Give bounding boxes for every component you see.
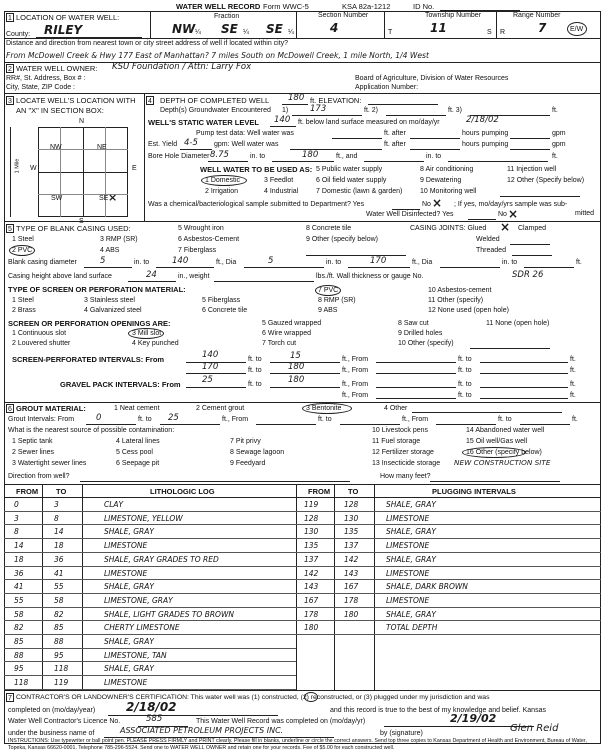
board-label: Board of Agriculture, Division of Water Resources (355, 75, 509, 82)
left-log-row-4-col-0: 18 (14, 554, 24, 564)
license-label: Water Well Contractor's Licence No. (8, 718, 121, 725)
county-label: County: (6, 31, 31, 38)
casing-height-value: 24 (146, 270, 157, 280)
grout-from-value: 0 (96, 413, 102, 423)
groundwater-1-value: 173 (310, 104, 327, 114)
right-log-row-8-col-2: SHALE, GRAY (386, 609, 436, 619)
left-log-row-10-col-1: 88 (54, 637, 64, 646)
left-log-row-11-col-2: LIMESTONE, TAN (104, 650, 167, 660)
fraction-3-value: SE (266, 22, 283, 36)
left-log-row-10-col-0: 85 (14, 637, 24, 646)
left-log-row-13-col-0: 118 (14, 678, 29, 688)
blank-depth-value: 140 (172, 256, 189, 266)
left-log-row-0-col-1: 3 (54, 500, 59, 509)
left-log-row-1-col-2: LIMESTONE, YELLOW (104, 513, 183, 523)
right-log-row-1-col-1: 130 (344, 513, 359, 523)
gravel-1-from: 25 (202, 375, 213, 385)
left-log-row-3-col-1: 18 (54, 541, 64, 551)
distance-label: Distance and direction from nearest town or city street address of well if located within city? (6, 40, 289, 47)
left-log-row-13-col-2: LIMESTONE (104, 678, 148, 688)
perf-1-from: 140 (202, 350, 219, 360)
casing-height-label: Casing height above land surface (8, 273, 112, 280)
casing-joints-label: CASING JOINTS: Glued (410, 225, 487, 232)
left-log-row-1-col-1: 8 (54, 513, 59, 523)
left-log-row-7-col-2: LIMESTONE, GRAY (104, 595, 173, 605)
section-3-number: 3 (6, 96, 14, 105)
left-log-row-3-col-2: LIMESTONE (104, 541, 148, 551)
left-log-row-6-col-2: SHALE, GRAY (104, 582, 154, 592)
left-log-row-2-col-1: 14 (54, 527, 64, 537)
section-1-title: LOCATION OF WATER WELL: (16, 13, 120, 22)
distance-value: From McDowell Creek & Hwy 177 East of Manhattan? 7 miles South on McDowell Creek, 1 mile North, 1/4 West (6, 51, 429, 60)
right-log-row-1-col-0: 128 (304, 513, 319, 523)
gravel-pack-label: GRAVEL PACK INTERVALS: From (60, 380, 181, 389)
township-label: Township Number (425, 12, 482, 19)
depth-value: 180 (288, 93, 305, 103)
right-log-row-6-col-1: 167 (344, 582, 359, 592)
ew-label: E/W (570, 26, 584, 33)
left-log-row-9-col-2: CHERTY LIMESTONE (104, 623, 180, 633)
right-log-row-4-col-0: 137 (304, 554, 319, 564)
right-log-row-9-col-2: TOTAL DEPTH (386, 623, 438, 633)
completed-value: 2/18/02 (126, 700, 177, 714)
left-log-row-line (4, 675, 296, 676)
left-log-row-4-col-2: SHALE, GRAY GRADES TO RED (104, 554, 219, 564)
right-log-row-9-col-0: 180 (304, 623, 319, 633)
owner-value: KSU Foundation / Attn: Larry Fox (112, 62, 252, 72)
section-5-number: 5 (6, 224, 14, 233)
right-log-row-2-col-2: SHALE, GRAY (386, 527, 436, 537)
right-log-row-4-col-2: SHALE, GRAY (386, 554, 436, 564)
left-log-row-6-col-0: 41 (14, 582, 24, 592)
left-log-row-5-col-0: 36 (14, 568, 24, 578)
pump-test-label: Pump test data: Well water was (196, 130, 294, 137)
left-log-row-3-col-0: 14 (14, 541, 24, 551)
right-log-row-8-col-0: 178 (304, 609, 319, 619)
gravel-1-to: 180 (288, 375, 305, 385)
left-log-row-0-col-0: 0 (14, 500, 19, 509)
left-log-row-line (4, 538, 296, 539)
water-use-label: WELL WATER TO BE USED AS: (200, 165, 313, 174)
right-log-row-5-col-1: 143 (344, 568, 359, 578)
bore-diameter-label: Bore Hole Diameter (148, 153, 210, 160)
left-log-row-7-col-1: 58 (54, 595, 64, 605)
left-log-row-10-col-2: SHALE, GRAY (104, 637, 154, 646)
est-yield-label: Est. Yield (148, 141, 178, 148)
left-log-row-6-col-1: 55 (54, 582, 64, 592)
direction-label: Direction from well? (8, 473, 70, 480)
range-value: 7 (538, 21, 547, 35)
blank-depth-2-value: 170 (370, 256, 387, 266)
right-log-row-7-col-2: LIMESTONE (386, 595, 430, 605)
form-title: WATER WELL RECORD (176, 2, 261, 11)
openings-label: SCREEN OR PERFORATION OPENINGS ARE: (8, 319, 171, 328)
chemical-sample-no-mark: × (432, 196, 443, 210)
right-log-row-5-col-2: LIMESTONE (386, 568, 430, 578)
left-log-row-8-col-1: 82 (54, 609, 64, 619)
right-log-row-3-col-2: LIMESTONE (386, 541, 430, 551)
depth-label: DEPTH OF COMPLETED WELL (160, 96, 270, 105)
right-log-row-4-col-1: 142 (344, 554, 359, 564)
right-log-row-0-col-0: 119 (304, 500, 319, 509)
blank-diameter-2-value: 5 (268, 256, 274, 266)
static-level-date: 2/18/02 (466, 115, 499, 125)
left-log-row-7-col-0: 55 (14, 595, 24, 605)
county-value: RILEY (44, 23, 83, 37)
left-log-row-12-col-2: SHALE, GRAY (104, 664, 154, 674)
left-log-row-8-col-0: 58 (14, 609, 24, 619)
fraction-2-value: SE (221, 22, 238, 36)
left-log-row-2-col-0: 8 (14, 527, 19, 537)
section-2-title: WATER WELL OWNER: (16, 64, 98, 73)
section-3-title: LOCATE WELL'S LOCATION WITH (16, 96, 136, 105)
left-log-row-4-col-1: 36 (54, 554, 64, 564)
left-log-row-12-col-0: 95 (14, 664, 24, 674)
business-label: under the business name of (8, 730, 95, 737)
perforated-intervals-label: SCREEN-PERFORATED INTERVALS: From (12, 355, 165, 364)
section-number-label: Section Number (318, 12, 369, 19)
casing-type-label: TYPE OF BLANK CASING USED: (16, 224, 131, 233)
blank-diameter-value: 5 (100, 256, 106, 266)
left-log-row-5-col-2: LIMESTONE (104, 568, 148, 578)
right-log-row-line (296, 538, 601, 539)
left-log-row-0-col-2: CLAY (104, 500, 124, 509)
township-value: 11 (430, 21, 447, 35)
left-log-row-2-col-2: SHALE, GRAY (104, 527, 154, 537)
disinfected-label: Water Well Disinfected? Yes (366, 211, 454, 218)
grout-to-value: 25 (168, 413, 179, 423)
right-log-row-2-col-1: 135 (344, 527, 359, 537)
opening-mill-slot: 3 Mill slot (132, 330, 162, 337)
right-log-row-6-col-2: SHALE, DARK BROWN (386, 582, 468, 592)
completed-label: completed on (mo/day/year) (8, 707, 96, 714)
est-yield-value: 4-5 (184, 138, 198, 148)
screen-pvc: 7 PVC (318, 287, 339, 294)
license-value: 585 (146, 714, 163, 724)
right-log-row-1-col-2: LIMESTONE (386, 513, 430, 523)
right-log-row-line (296, 634, 601, 635)
fraction-1-value: NW (172, 22, 196, 36)
right-log-row-line (296, 524, 601, 525)
how-many-feet-label: How many feet? (380, 473, 431, 480)
right-log-row-7-col-0: 167 (304, 595, 319, 605)
right-log-row-6-col-0: 143 (304, 582, 319, 592)
grout-bentonite: 3 Bentonite (306, 405, 342, 412)
groundwater-label: Depth(s) Groundwater Encountered (160, 107, 271, 114)
casing-pvc: 2 PVC (12, 247, 33, 254)
left-log-row-1-col-0: 3 (14, 513, 19, 523)
blank-diameter-label: Blank casing diameter (8, 259, 77, 266)
section-1-number: 1 (6, 13, 14, 22)
section-6-number: 6 (6, 404, 14, 413)
right-log-row-line (296, 552, 601, 553)
right-log-row-line (296, 511, 601, 512)
contam-other: 16 Other (specify below) (466, 449, 542, 456)
ksa-reference: KSA 82a-1212 (342, 2, 391, 11)
right-log-row-8-col-1: 180 (344, 609, 359, 619)
right-log-row-3-col-0: 135 (304, 541, 319, 551)
left-log-row-11-col-1: 95 (54, 650, 64, 660)
left-log-row-line (4, 566, 296, 567)
left-log-row-9-col-1: 85 (54, 623, 64, 633)
address-label: RR#, St. Address, Box # : (6, 75, 86, 82)
grout-intervals-label: Grout Intervals: From (8, 416, 75, 423)
id-label: ID No. (413, 2, 435, 11)
left-log-row-5-col-1: 41 (54, 568, 64, 578)
right-log-row-3-col-1: 137 (344, 541, 359, 551)
left-log-row-8-col-2: SHALE, LIGHT GRADES TO BROWN (104, 609, 234, 619)
perf-1-to: 15 (290, 351, 301, 361)
business-value: ASSOCIATED PETROLEUM PROJECTS INC. (120, 726, 284, 735)
disinfected-no-mark: × (508, 207, 519, 221)
gauge-value: SDR 26 (512, 270, 544, 280)
range-label: Range Number (513, 12, 561, 19)
contam-other-value: NEW CONSTRUCTION SITE (454, 458, 551, 467)
chemical-sample-label: Was a chemical/bacteriological sample submitted to Department? Yes (148, 201, 365, 208)
right-log-row-7-col-1: 178 (344, 595, 359, 605)
right-log-row-line (296, 593, 601, 594)
left-log-row-12-col-1: 118 (54, 664, 69, 674)
constructed-circle (304, 692, 318, 702)
grout-material-label: GROUT MATERIAL: (16, 404, 86, 413)
right-log-row-0-col-1: 128 (344, 500, 359, 509)
form-number: Form WWC-5 (263, 2, 309, 11)
right-log-row-2-col-0: 130 (304, 527, 319, 537)
city-label: City, State, ZIP Code : (6, 84, 75, 91)
bore-diameter-value: 8.75 (210, 150, 229, 160)
section-number-value: 4 (330, 21, 339, 35)
application-number-label: Application Number: (355, 84, 419, 91)
certification-label: CONTRACTOR'S OR LANDOWNER'S CERTIFICATION: This water well was (1) constructed, (2) reconstructed, or (3) plugged under my jurisdiction and was (16, 694, 490, 701)
use-domestic: 1 Domestic (205, 177, 241, 184)
fraction-label: Fraction (214, 13, 240, 20)
signature: Glen Reid (510, 723, 559, 734)
static-level-label: WELL'S STATIC WATER LEVEL (148, 118, 259, 127)
static-level-value: 140 (274, 115, 291, 125)
contamination-label: What is the nearest source of possible contamination: (8, 427, 175, 434)
left-log-row-13-col-1: 119 (54, 678, 69, 688)
left-log-row-11-col-0: 88 (14, 650, 24, 660)
glued-mark: × (500, 220, 511, 234)
section-4-number: 4 (146, 96, 154, 105)
right-log-row-line (296, 620, 601, 621)
left-log-row-9-col-0: 82 (14, 623, 24, 633)
right-log-row-0-col-2: SHALE, GRAY (386, 500, 436, 509)
right-log-row-line (296, 566, 601, 567)
section-2-number: 2 (6, 64, 14, 73)
bore-depth-value: 180 (302, 150, 319, 160)
record-date-value: 2/19/02 (450, 712, 497, 725)
right-log-row-line (296, 607, 601, 608)
perf-2-to: 180 (288, 362, 305, 372)
screen-type-label: TYPE OF SCREEN OR PERFORATION MATERIAL: (8, 285, 186, 294)
instructions-footer: INSTRUCTIONS: Use typewriter or ball point pen. PLEASE PRESS FIRMLY and PRINT clearly. Please fill in blanks, underline or circle the correct answers. Send top three copies to Kansas Department of Health and Environment, Bureau of Water, Topeka, Kansas 66620-0001. Telephone 785-296-5524. Send one to WATER WELL OWNER and retain one for your records. Fee of $5.00 for each constructed well. (8, 738, 587, 751)
right-log-row-5-col-0: 142 (304, 568, 319, 578)
perf-2-from: 170 (202, 362, 219, 372)
section-7-number: 7 (6, 693, 14, 702)
well-location-mark: × (108, 191, 118, 204)
